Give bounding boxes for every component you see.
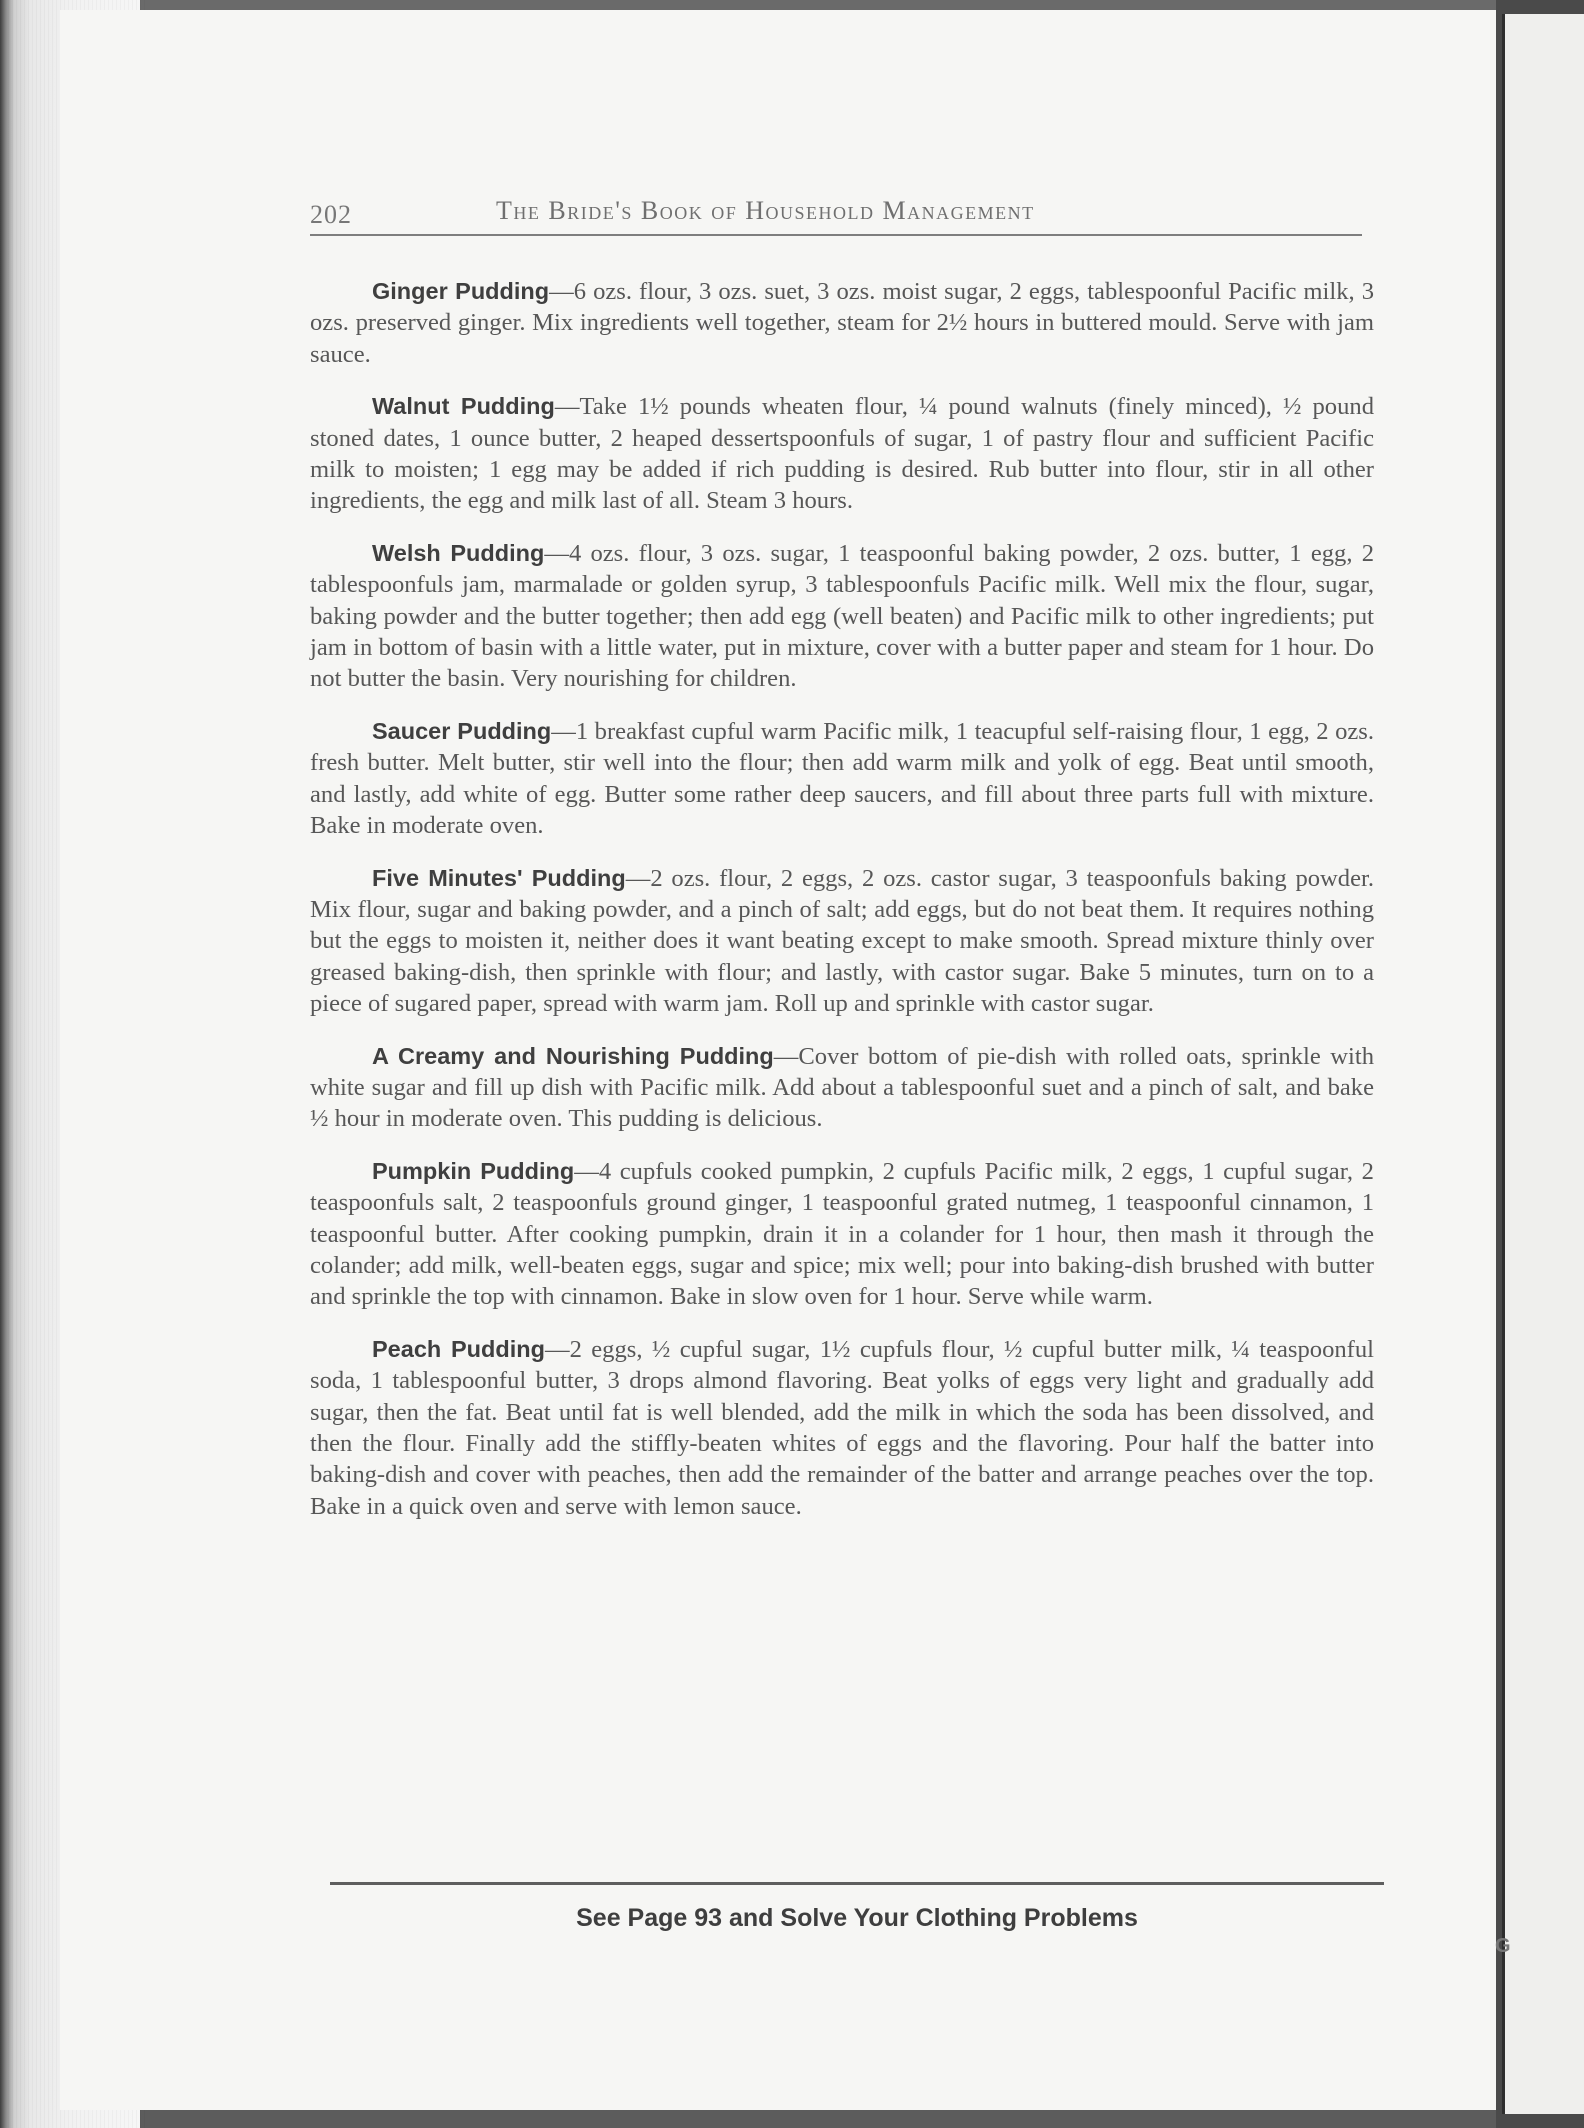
running-header xyxy=(310,196,1388,236)
header-rule xyxy=(310,234,1362,236)
recipe-text: —1 breakfast cupful warm Pacific milk, 1 teacupful self-raising flour, 1 egg, 2 ozs. fresh butter. Melt butter, stir well into the flour; then add warm milk and yolk of egg. Beat until smooth, and lastly, add white of egg. Butter some rather deep saucers, and fill about three parts full with mixture. Bake in moderate oven. xyxy=(310,717,1375,840)
recipe-title: Pumpkin Pudding xyxy=(372,1157,575,1184)
recipe-welsh-pudding xyxy=(310,538,1374,695)
facing-page-glyph: G xyxy=(1495,1935,1511,1957)
recipe-walnut-pudding xyxy=(310,391,1374,517)
recipe-text: —4 ozs. flour, 3 ozs. sugar, 1 teaspoonful baking powder, 2 ozs. butter, 1 egg, 2 tablespoonfuls jam, marmalade or golden syrup, 3 tablespoonfuls Pacific milk. Well mix the flour, sugar, baking powder and the butter together; then add egg (well beaten) and Pacific milk to other ingredients; put jam in bottom of basin with a little water, put in mixture, cover with a butter paper and steam for 1 hour. Do not butter the basin. Very nourishing for children. xyxy=(310,539,1374,693)
recipe-text: —Take 1½ pounds wheaten flour, ¼ pound walnuts (finely minced), ½ pound stoned dates, 1 ounce butter, 2 heaped dessertspoonfuls of sugar, 1 of pastry flour and sufficient Pacific milk to moisten; 1 egg may be added if rich pudding is desired. Rub butter into flour, stir in all other ingredients, the egg and milk last of all. Steam 3 hours. xyxy=(310,393,1374,515)
recipe-title: Saucer Pudding xyxy=(372,717,552,744)
recipe-text: —6 ozs. flour, 3 ozs. suet, 3 ozs. moist sugar, 2 eggs, tablespoonful Pacific milk, 3 ozs. preserved ginger. Mix ingredients well together, steam for 2½ hours in buttered mould. Serve with jam sauce. xyxy=(310,278,1374,368)
recipe-saucer-pudding xyxy=(310,716,1374,842)
recipe-creamy-pudding xyxy=(310,1041,1374,1135)
recipe-title: A Creamy and Nourishing Pudding xyxy=(372,1042,774,1069)
recipe-ginger-pudding xyxy=(310,276,1374,370)
page-number: 202 xyxy=(310,200,352,229)
recipe-title: Welsh Pudding xyxy=(372,539,545,566)
recipe-peach-pudding xyxy=(310,1334,1374,1522)
facing-page xyxy=(1502,14,1584,2114)
recipe-text: —2 eggs, ½ cupful sugar, 1½ cupfuls flour, ½ cupful butter milk, ¼ teaspoonful soda, 1 tablespoonful butter, 3 drops almond flavoring. Beat yolks of eggs very light and gradually add sugar, then the fat. Beat until fat is well blended, add the milk in which the soda has been dissolved, and then the flour. Finally add the stiffly-beaten whites of eggs and the flavoring. Pour half the batter into baking-dish and cover with peaches, then add the remainder of the batter and arrange peaches over the top. Bake in a quick oven and serve with lemon sauce. xyxy=(310,1335,1374,1520)
recipe-title: Walnut Pudding xyxy=(372,393,555,420)
running-title: The Bride's Book of Household Management xyxy=(496,196,1035,225)
recipe-list xyxy=(310,276,1374,1543)
footer-rule xyxy=(330,1882,1384,1885)
recipe-five-minutes-pudding xyxy=(310,863,1374,1020)
footer-advert: See Page 93 and Solve Your Clothing Problems xyxy=(576,1904,1138,1932)
recipe-title: Peach Pudding xyxy=(372,1335,545,1362)
recipe-text: —Cover bottom of pie-dish with rolled oats, sprinkle with white sugar and fill up dish with Pacific milk. Add about a tablespoonful suet and a pinch of salt, and bake ½ hour in moderate oven. This pudding is delicious. xyxy=(310,1042,1374,1133)
recipe-pumpkin-pudding xyxy=(310,1156,1374,1313)
recipe-title: Five Minutes' Pudding xyxy=(372,864,626,891)
recipe-text: —4 cupfuls cooked pumpkin, 2 cupfuls Pacific milk, 2 eggs, 1 cupful sugar, 2 teaspoonfuls salt, 2 teaspoonfuls ground ginger, 1 teaspoonful grated nutmeg, 1 teaspoonful cinnamon, 1 teaspoonful butter. After cooking pumpkin, drain it in a colander for 1 hour, then mash it through the colander; add milk, well-beaten eggs, sugar and spice; mix well; pour into baking-dish brushed with butter and sprinkle the top with cinnamon. Bake in slow oven for 1 hour. Serve while warm. xyxy=(310,1157,1374,1311)
recipe-text: —2 ozs. flour, 2 eggs, 2 ozs. castor sugar, 3 teaspoonfuls baking powder. Mix flour, sugar and baking powder, and a pinch of salt; add eggs, but do not beat them. It requires nothing but the eggs to moisten it, neither does it want beating except to make smooth. Spread mixture thinly over greased baking-dish, then sprinkle with flour; and lastly, with castor sugar. Bake 5 minutes, turn on to a piece of sugared paper, spread with warm jam. Roll up and sprinkle with castor sugar. xyxy=(310,864,1374,1018)
recipe-title: Ginger Pudding xyxy=(372,278,550,304)
